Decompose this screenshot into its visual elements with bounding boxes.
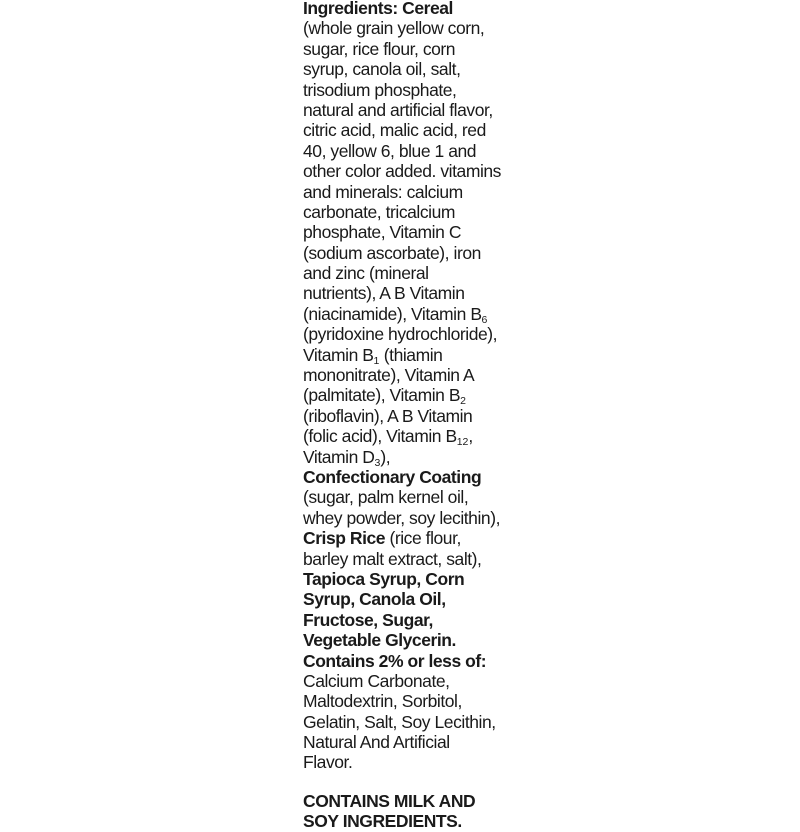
line-text: (thiamin bbox=[379, 344, 443, 365]
spacer bbox=[303, 773, 533, 791]
ingredient-line-bold: Vegetable Glycerin. bbox=[303, 630, 456, 651]
ingredient-line: natural and artificial flavor, bbox=[303, 99, 493, 120]
line-text: ), bbox=[380, 446, 391, 467]
ingredient-line bbox=[303, 385, 533, 408]
ingredient-line: sugar, rice flour, corn bbox=[303, 38, 456, 59]
ingredient-line: and minerals: calcium bbox=[303, 181, 463, 202]
ingredient-line bbox=[303, 528, 533, 548]
line-text: (niacinamide), Vitamin B bbox=[303, 303, 482, 324]
subscript: 1 bbox=[373, 354, 380, 367]
ingredient-line: (sodium ascorbate), iron bbox=[303, 242, 481, 263]
ingredient-line: (pyridoxine hydrochloride), bbox=[303, 324, 498, 345]
ingredient-line: barley malt extract, salt), bbox=[303, 548, 482, 569]
ingredient-line bbox=[303, 304, 533, 324]
ingredient-line: citric acid, malic acid, red bbox=[303, 120, 486, 141]
allergen-statement-line: CONTAINS MILK AND bbox=[303, 790, 476, 811]
ingredient-line-bold: Syrup, Canola Oil, bbox=[303, 589, 446, 610]
line-text: , bbox=[468, 426, 473, 447]
ingredient-line-bold: Confectionary Coating bbox=[303, 466, 482, 487]
ingredient-line: Flavor. bbox=[303, 752, 353, 773]
ingredient-line-bold: Fructose, Sugar, bbox=[303, 609, 433, 630]
line-text: Vitamin D bbox=[303, 446, 375, 467]
ingredient-line: Gelatin, Salt, Soy Lecithin, bbox=[303, 711, 496, 732]
line-text-bold: Crisp Rice bbox=[303, 528, 386, 549]
subscript: 6 bbox=[481, 313, 488, 326]
ingredients-heading: Ingredients: Cereal bbox=[303, 0, 453, 18]
subscript: 3 bbox=[374, 456, 381, 469]
ingredient-line: (riboflavin), A B Vitamin bbox=[303, 405, 473, 426]
ingredient-line: Natural And Artificial bbox=[303, 732, 450, 753]
line-text: (palmitate), Vitamin B bbox=[303, 385, 461, 406]
ingredient-line-bold: Contains 2% or less of: bbox=[303, 650, 487, 671]
ingredient-line: mononitrate), Vitamin A bbox=[303, 365, 475, 386]
ingredient-line-bold: Tapioca Syrup, Corn bbox=[303, 568, 465, 589]
ingredient-line: whey powder, soy lecithin), bbox=[303, 507, 500, 528]
ingredient-line: and zinc (mineral bbox=[303, 263, 429, 284]
ingredient-line: (whole grain yellow corn, bbox=[303, 18, 485, 39]
line-text: (rice flour, bbox=[385, 528, 461, 549]
ingredient-line: (sugar, palm kernel oil, bbox=[303, 487, 469, 508]
allergen-statement-line: SOY INGREDIENTS. bbox=[303, 811, 462, 832]
ingredient-line bbox=[303, 426, 533, 449]
ingredient-line: Maltodextrin, Sorbitol, bbox=[303, 691, 462, 712]
ingredient-line: syrup, canola oil, salt, bbox=[303, 59, 461, 80]
line-text: Vitamin B bbox=[303, 344, 374, 365]
ingredient-line bbox=[303, 447, 533, 467]
ingredient-line bbox=[303, 345, 533, 365]
ingredient-line: other color added. vitamins bbox=[303, 161, 501, 182]
ingredient-line: phosphate, Vitamin C bbox=[303, 222, 462, 243]
ingredient-line: carbonate, tricalcium bbox=[303, 201, 456, 222]
line-text: (folic acid), Vitamin B bbox=[303, 426, 457, 447]
subscript: 12 bbox=[456, 436, 469, 449]
subscript: 2 bbox=[460, 395, 466, 408]
ingredient-line: Calcium Carbonate, bbox=[303, 670, 450, 691]
ingredient-line: trisodium phosphate, bbox=[303, 79, 457, 100]
ingredients-panel bbox=[303, 0, 533, 832]
ingredient-line: nutrients), A B Vitamin bbox=[303, 283, 465, 304]
ingredient-line: 40, yellow 6, blue 1 and bbox=[303, 140, 477, 161]
